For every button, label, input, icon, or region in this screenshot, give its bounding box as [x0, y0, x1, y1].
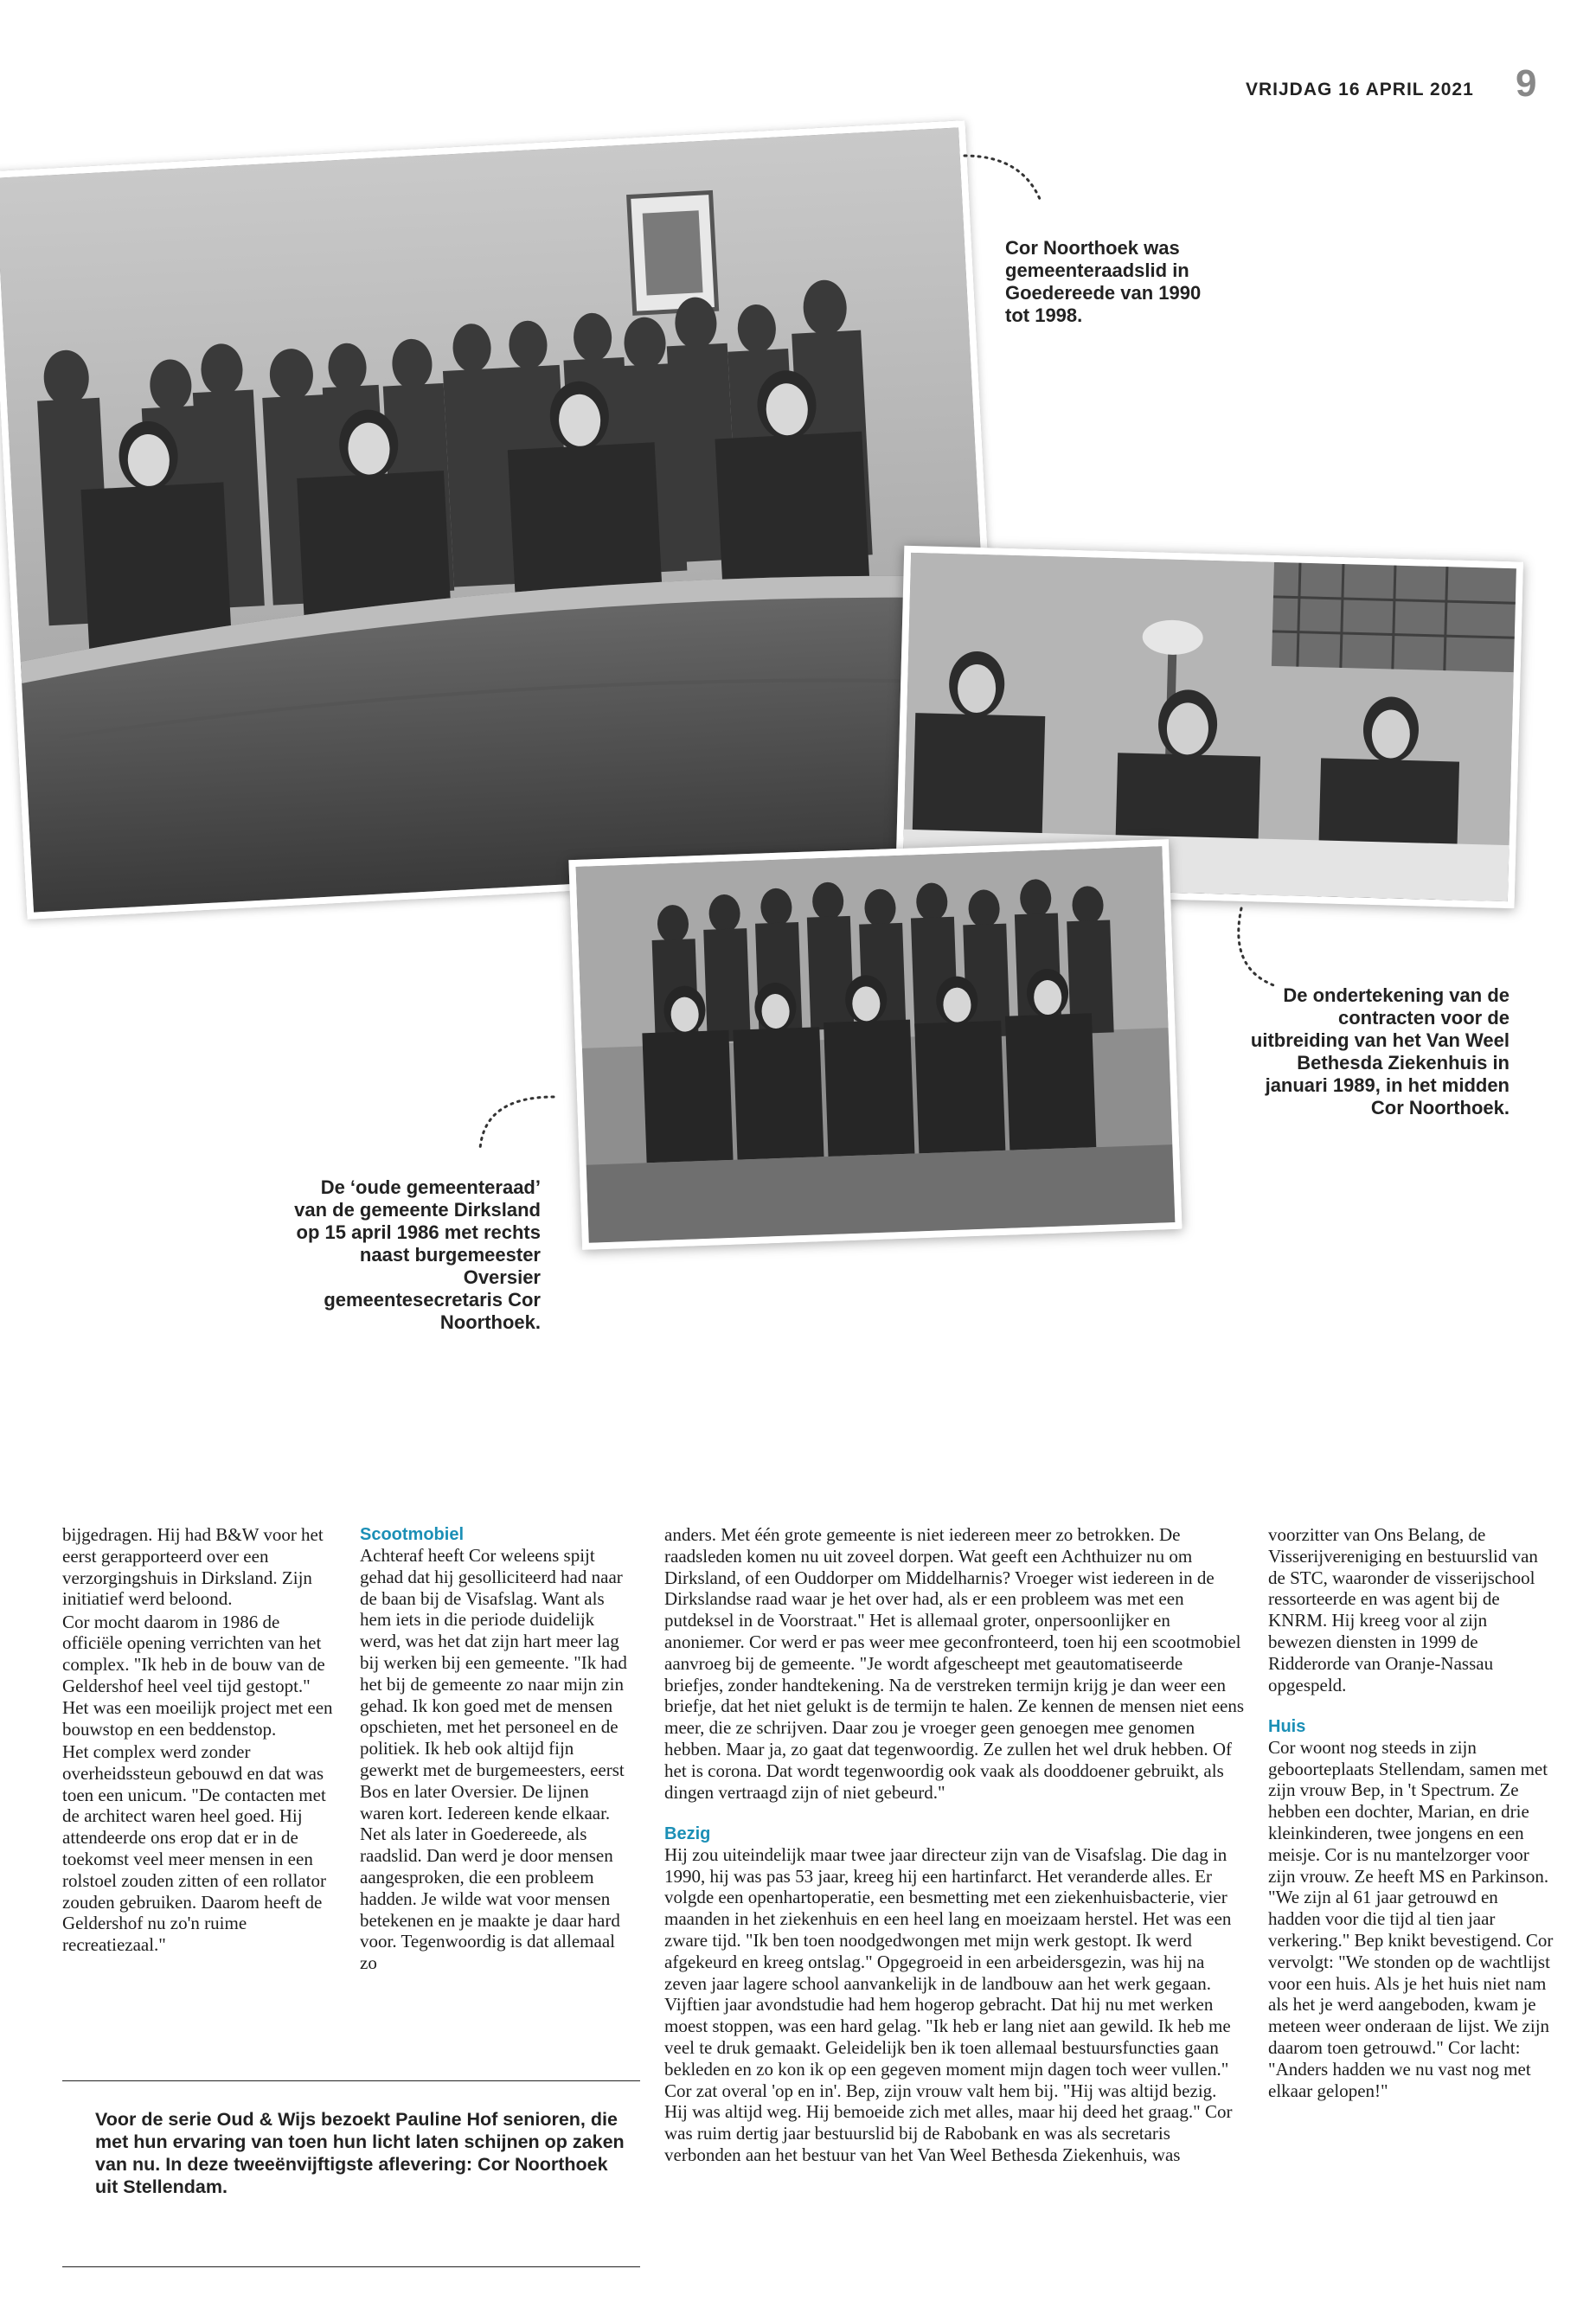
photo-council-group	[0, 120, 1004, 920]
paragraph: Hij zou uiteindelijk maar twee jaar directeur zijn van de Visafslag. Die dag in 1990, hij was pas 53 jaar, kreeg hij een hartinfarct. Het veranderde alles. Er volgde een openhartoperatie, een besmetting met een ziekenhuisbacterie, vier maanden in het ziekenhuis en een heel lang en moeizaam herstel. Het was een zware tijd. "Ik ben toen noodgedwongen met mijn werk gestopt. Ik werd afgekeurd en kreeg ontslag." Opgegroeid in een arbeidersgezin, was hij na zeven jaar lagere school aanvankelijk in de landbouw aan het werk gegaan. Vijftien jaar avondstudie had hem hogerop gebracht. Dat hij nu met werken moest stoppen, was een hard gelag. "Ik heb er lang niet aan gewild. Ik heb me veel te druk gemaakt. Geleidelijk ben ik toen allemaal bestuursfuncties gaan bekleden en zo kon ik op een gegeven moment mijn dagen toch weer vullen." Cor zat overal 'op en in'. Bep, zijn vrouw valt hem bij. "Hij was altijd bezig. Hij was altijd weg. Hij bemoeide zich met alles, maar hij deed het graag." Cor was ruim dertig jaar bestuurslid bij de Rabobank en was als secretaris verbonden aan het bestuur van het Van Weel Bethesda Ziekenhuis, was	[664, 1843, 1233, 2166]
paragraph: bijgedragen. Hij had B&W voor het eerst gerapporteerd over een verzorgingshuis in Dirksland. Zijn initiatief werd beloond.	[62, 1524, 324, 1610]
caption-photo-1: Cor Noorthoek was gemeenteraadslid in Goedereede van 1990 tot 1998.	[1005, 237, 1202, 326]
paragraph: anders. Met één grote gemeente is niet iedereen meer zo betrokken. De raadsleden komen nu uit zoveel dorpen. Wat geeft een Achthuizer nu om Dirksland, of een Ouddorper om Middelharnis? Vroeger wist iedereen in de Dirkslandse raad waar je het over had, als er een probleem was met een putdeksel in de Voorstraat." Het is allemaal groter, onpersoonlijker en anoniemer. Cor werd er pas weer mee geconfronteerd, toen hij een scootmobiel aanvroeg bij de gemeente. "Je wordt afgescheept met geautomatiseerde briefjes, zonder handtekening. Na de verstreken termijn krijg je dan weer een briefje, dat het niet gelukt is de termijn te halen. Ze kennen de mensen niet eens meer, die ze schrijven. Daar zou je vroeger geen genoegen mee genomen hebben. Maar ja, zo gaat dat tegenwoordig. Ze zullen het wel druk hebben. Of het is corona. Dat wordt tegenwoordig ook vaak als dooddoener gebruikt, als dingen vertraagd zijn of niet gebeurd."	[664, 1524, 1245, 1803]
paragraph: voorzitter van Ons Belang, de Visserijvereniging en bestuurslid van de STC, waaronder de visserijschool ressorteerde en was agent bij de KNRM. Hij kreeg voor al zijn bewezen diensten in 1999 de Ridderorde van Oranje-Nassau opgespeld.	[1268, 1524, 1538, 1695]
paragraph: Cor woont nog steeds in zijn geboorteplaats Stellendam, samen met zijn vrouw Bep, in 't Spectrum. Ze hebben een dochter, Marian, en drie kleinkinderen, twee jongens en een meisje. Cor is nu mantelzorger voor zijn vrouw. Ze heeft MS en Parkinson. "We zijn al 61 jaar getrouwd en hadden voor die tijd al tien jaar verkering." Bep knikt bevestigend. Cor vervolgt: "We stonden op de wachtlijst voor een huis. Als je het huis niet nam als het je werd aangeboden, kwam je meteen weer onderaan de lijst. We zijn daarom toen getrouwd." Cor lacht: "Anders hadden we nu vast nog met elkaar gelopen!"	[1268, 1736, 1554, 2101]
caption-photo-3: De ‘oude gemeenteraad’ van de gemeente Dirksland op 15 april 1986 met rechts naast burgemeester Oversier gemeentesecretaris Cor Noorthoek.	[294, 1176, 541, 1333]
header-date: VRIJDAG 16 APRIL 2021	[1246, 80, 1474, 99]
series-intro: Voor de serie Oud & Wijs bezoekt Pauline Hof senioren, die met hun ervaring van toen hun licht laten schijnen op zaken van nu. In deze tweeënvijftigste aflevering: Cor Noorthoek uit Stellendam.	[95, 2109, 625, 2197]
subheading-huis: Huis	[1268, 1716, 1306, 1736]
intro-rule-bottom	[62, 2266, 640, 2267]
paragraph: Cor mocht daarom in 1986 de officiële opening verrichten van het complex. "Ik heb in de bouw van de Geldershof heel veel tijd gestopt." Het was een moeilijk project met een bouwstop en een beddenstop.	[62, 1611, 333, 1740]
paragraph: Het complex werd zonder overheidssteun gebouwd en dat was toen een unicum. "De contacten met de architect waren heel goed. Hij attendeerde ons erop dat er in de toekomst veel meer mensen in een rolstoel zouden zitten of een rollator zouden gebruiken. Daarom heeft de Geldershof nu zo'n ruime recreatiezaal."	[62, 1740, 326, 1956]
article-column-3	[664, 1524, 1244, 2167]
subheading-bezig: Bezig	[664, 1823, 711, 1843]
caption-leader-3	[467, 1088, 562, 1157]
article-column-1	[62, 1524, 339, 1957]
intro-rule-top	[62, 2080, 640, 2081]
caption-leader-1	[960, 147, 1047, 216]
caption-leader-2	[1224, 900, 1293, 995]
caption-photo-2: De ondertekening van de contracten voor de uitbreiding van het Van Weel Bethesda Ziekenhuis in januari 1989, in het midden Cor Noorthoek.	[1250, 984, 1509, 1118]
article-column-2	[360, 1524, 628, 1975]
subheading-scootmobiel: Scootmobiel	[360, 1525, 465, 1544]
photo-old-council	[568, 839, 1182, 1250]
article-column-4	[1268, 1524, 1554, 2103]
page-number: 9	[1516, 62, 1537, 105]
paragraph: Achteraf heeft Cor weleens spijt gehad dat hij gesolliciteerd had naar de baan bij de Visafslag. Want als hem iets in die periode duidelijk werd, was het dat zijn hart meer lag bij werken bij een gemeente. "Ik had het bij de gemeente zo naar mijn zin gehad. Ik kon goed met de mensen opschieten, met het personeel en de politiek. Ik heb ook altijd fijn gewerkt met de burgemeesters, eerst Bos en later Oversier. De lijnen waren kort. Iedereen kende elkaar. Net als later in Goedereede, als raadslid. Dan werd je door mensen aangesproken, die een probleem hadden. Je wilde wat voor mensen betekenen en je maakte je daar hard voor. Tegenwoordig is dat allemaal zo	[360, 1545, 627, 1974]
